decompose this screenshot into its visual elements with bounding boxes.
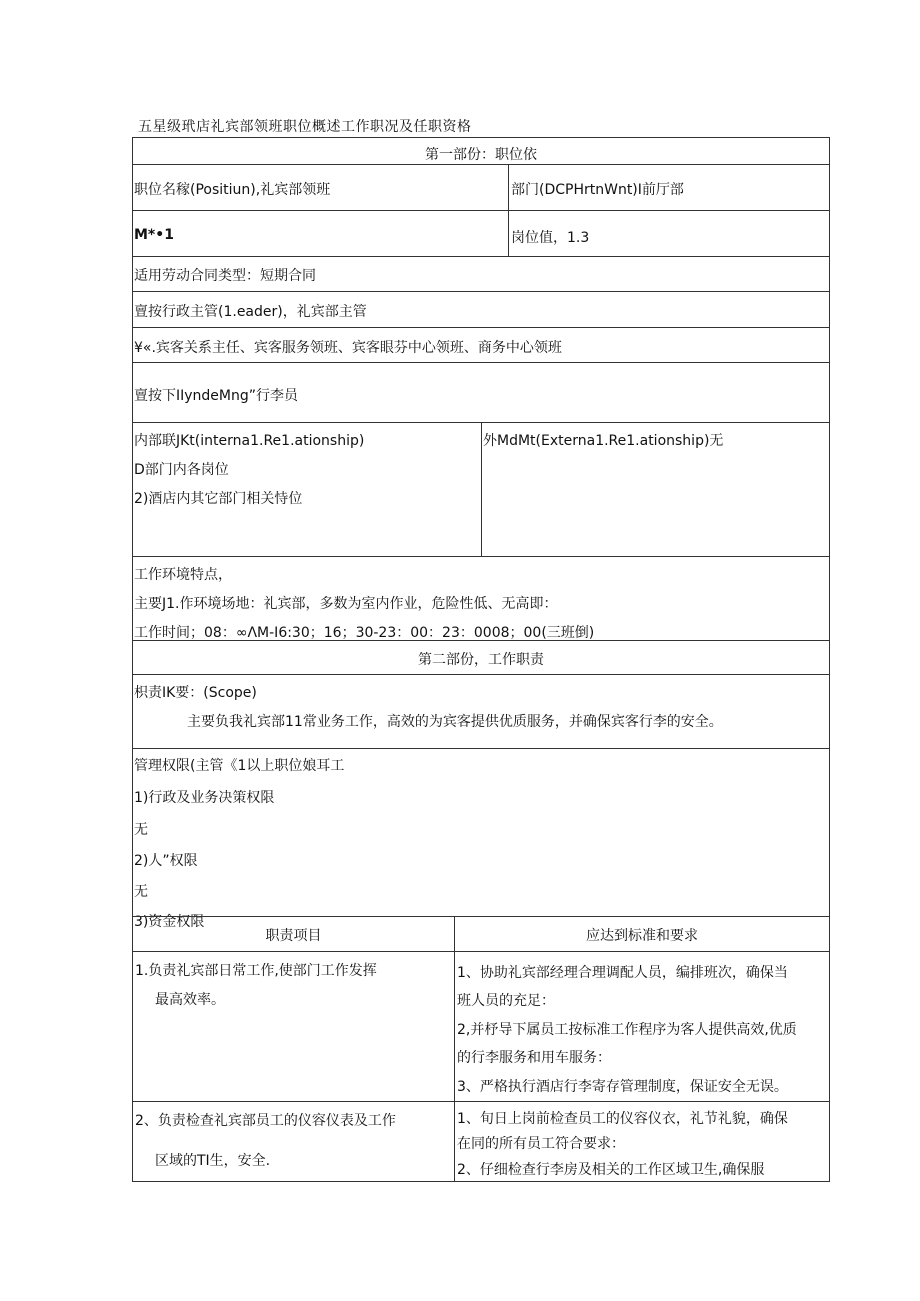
part1-header: 第一部份：职位依 [425, 147, 537, 163]
internal-relationship-item: D部门内各岗位 [134, 462, 229, 478]
responsibility-item: 1.负责礼宾部日常工作,使部门工作发挥 [135, 963, 377, 979]
position-row [132, 165, 830, 211]
code-row [132, 211, 830, 257]
peers-row [132, 328, 830, 363]
authority-item: 1)行政及业务决策权限 [134, 790, 275, 806]
subordinates-row [132, 363, 830, 423]
contract-row [132, 257, 830, 292]
relationships-row [132, 423, 830, 557]
working-hours: 工作时间；08：∞ΛM-I6:30；16；30-23：00：23：0008；00(三班倒) [134, 625, 595, 641]
internal-relationship-title: 内部联JKt(interna1.Re1.ationship) [134, 433, 365, 449]
standard-line: 2,并杼导下属员工按标准工作程序为客人提供高效,优质 [457, 1022, 797, 1038]
authority-row [132, 749, 830, 930]
direct-subordinates: 亶按下IIyndeMng”行李员 [134, 388, 299, 404]
responsibility-item: 区域的TI生，安全. [155, 1153, 271, 1169]
job-description-table [132, 137, 830, 1182]
standard-line: 1、旬日上岗前检查员工的仪容仪衣，礼节礼貌，确保 [457, 1111, 788, 1127]
authority-item: 2)人”权限 [134, 853, 198, 869]
work-environment-row [132, 557, 830, 641]
part1-header-row [132, 137, 830, 165]
document-title: 五星级玳店礼宾部领班职位概述工作职况及任职资格 [138, 119, 472, 135]
authority-item: 3)资金权限 [134, 914, 205, 930]
standard-line: 3、严格执行酒店行李寄存管理制度，保证安全无误。 [457, 1079, 788, 1095]
standard-line: 的行李服务和用车服务： [457, 1050, 611, 1066]
authority-item: 无 [134, 884, 148, 900]
responsibility-item-header: 职责项目 [265, 928, 322, 944]
environment-place: 主要J1.作环境场地：礼宾部，多数为室内作业，危险性低、无高即： [134, 596, 558, 612]
direct-superior: 亶按行政主管(1.eader)，礼宾部主管 [134, 304, 367, 320]
standard-line: 1、协助礼宾部经理合理调配人员，编排班次，确保当 [457, 965, 788, 981]
scope-title: 枳责IK要：(Scope) [134, 685, 257, 701]
position-code: M*•1 [134, 227, 174, 243]
responsibility-header-row [132, 916, 830, 952]
department: 部门(DCPHrtnWnt)I前厅部 [511, 182, 684, 198]
standard-line: 2、仔细检查行李房及相关的工作区域卫生,确保服 [457, 1162, 765, 1178]
standard-line: 在同的所有员工符合要求： [457, 1136, 625, 1152]
position-grade: 岗位值，1.3 [511, 230, 590, 246]
external-relationship: 外MdMt(Externa1.Re1.ationship)无 [483, 433, 724, 449]
authority-title: 管理权限(主管《1以上职位娘耳工 [134, 758, 345, 774]
peer-positions: ¥«.宾客关系主任、宾客服务领班、宾客眼芬中心领班、商务中心领班 [134, 340, 562, 356]
responsibility-row [132, 1102, 830, 1182]
part2-header: 第二部份，工作职责 [418, 652, 544, 668]
internal-relationship-item: 2)酒店内其它部门相关恃位 [134, 491, 303, 507]
scope-row [132, 675, 830, 749]
standard-header: 应达到标准和要求 [586, 928, 698, 944]
superior-row [132, 292, 830, 328]
responsibility-row [132, 952, 830, 1102]
contract-type: 适用劳动合同类型：短期合同 [134, 268, 316, 284]
responsibility-item: 最高效率。 [155, 992, 225, 1008]
responsibility-item: 2、负责检查礼宾部员工的仪容仪表及工作 [135, 1113, 396, 1129]
part2-header-row [132, 641, 830, 675]
authority-item: 无 [134, 822, 148, 838]
scope-text: 主要负我礼宾部11常业务工作，高效的为宾客提供优质服务，并确保宾客行李的安全。 [187, 714, 723, 730]
standard-line: 班人员的充足： [457, 993, 555, 1009]
environment-title: 工作环境特点， [134, 567, 232, 583]
position-name: 职位名稼(Positiun),礼宾部领班 [134, 182, 331, 198]
